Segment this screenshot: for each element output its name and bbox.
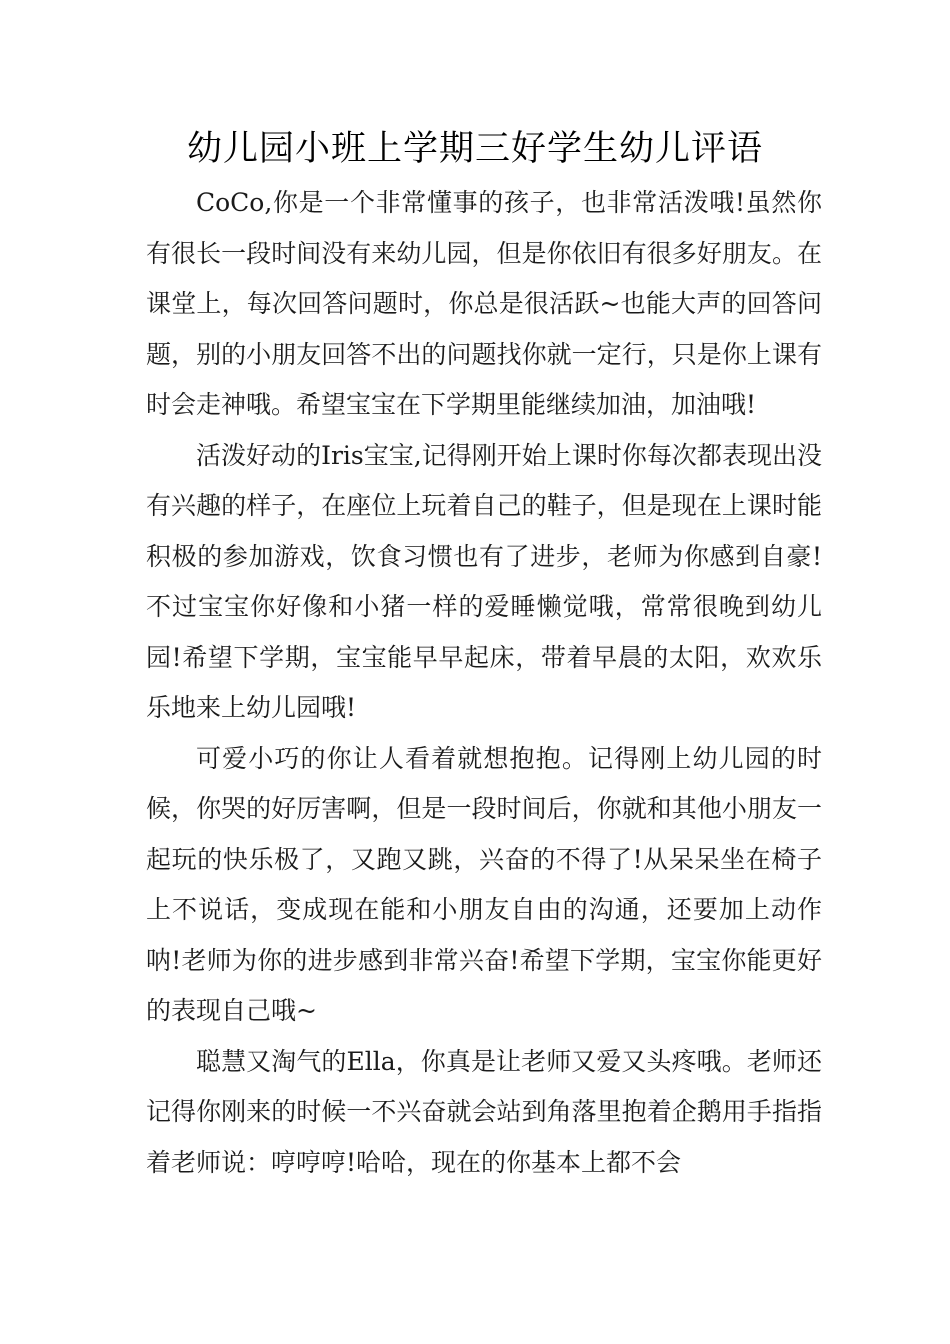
paragraph-coco: CoCo,你是一个非常懂事的孩子，也非常活泼哦!虽然你有很长一段时间没有来幼儿园，但是你依旧有很多好朋友。在课堂上，每次回答问题时，你总是很活跃~也能大声的回答问题，别的小朋友回答不出的问题找你就一定行，只是你上课有时会走神哦。希望宝宝在下学期里能继续加油，加油哦! (146, 188, 822, 419)
document-title: 幼儿园小班上学期三好学生幼儿评语 (186, 129, 763, 169)
paragraph-ella: 聪慧又淘气的Ella，你真是让老师又爱又头疼哦。老师还记得你刚来的时候一不兴奋就会站到角落里抱着企鹅用手指指着老师说：哼哼哼!哈哈，现在的你基本上都不会 (146, 1046, 822, 1177)
paragraph-cute-child: 可爱小巧的你让人看着就想抱抱。记得刚上幼儿园的时候，你哭的好厉害啊，但是一段时间后，你就和其他小朋友一起玩的快乐极了，又跑又跳，兴奋的不得了!从呆呆坐在椅子上不说话，变成现在能和小朋友自由的沟通，还要加上动作呐!老师为你的进步感到非常兴奋!希望下学期，宝宝你能更好的表现自己哦~ (146, 743, 822, 1025)
document-body (146, 178, 822, 1188)
paragraph-iris: 活泼好动的Iris宝宝,记得刚开始上课时你每次都表现出没有兴趣的样子，在座位上玩着自己的鞋子，但是现在上课时能积极的参加游戏，饮食习惯也有了进步，老师为你感到自豪!不过宝宝你好像和小猪一样的爱睡懒觉哦，常常很晚到幼儿园!希望下学期，宝宝能早早起床，带着早晨的太阳，欢欢乐乐地来上幼儿园哦! (146, 440, 822, 722)
